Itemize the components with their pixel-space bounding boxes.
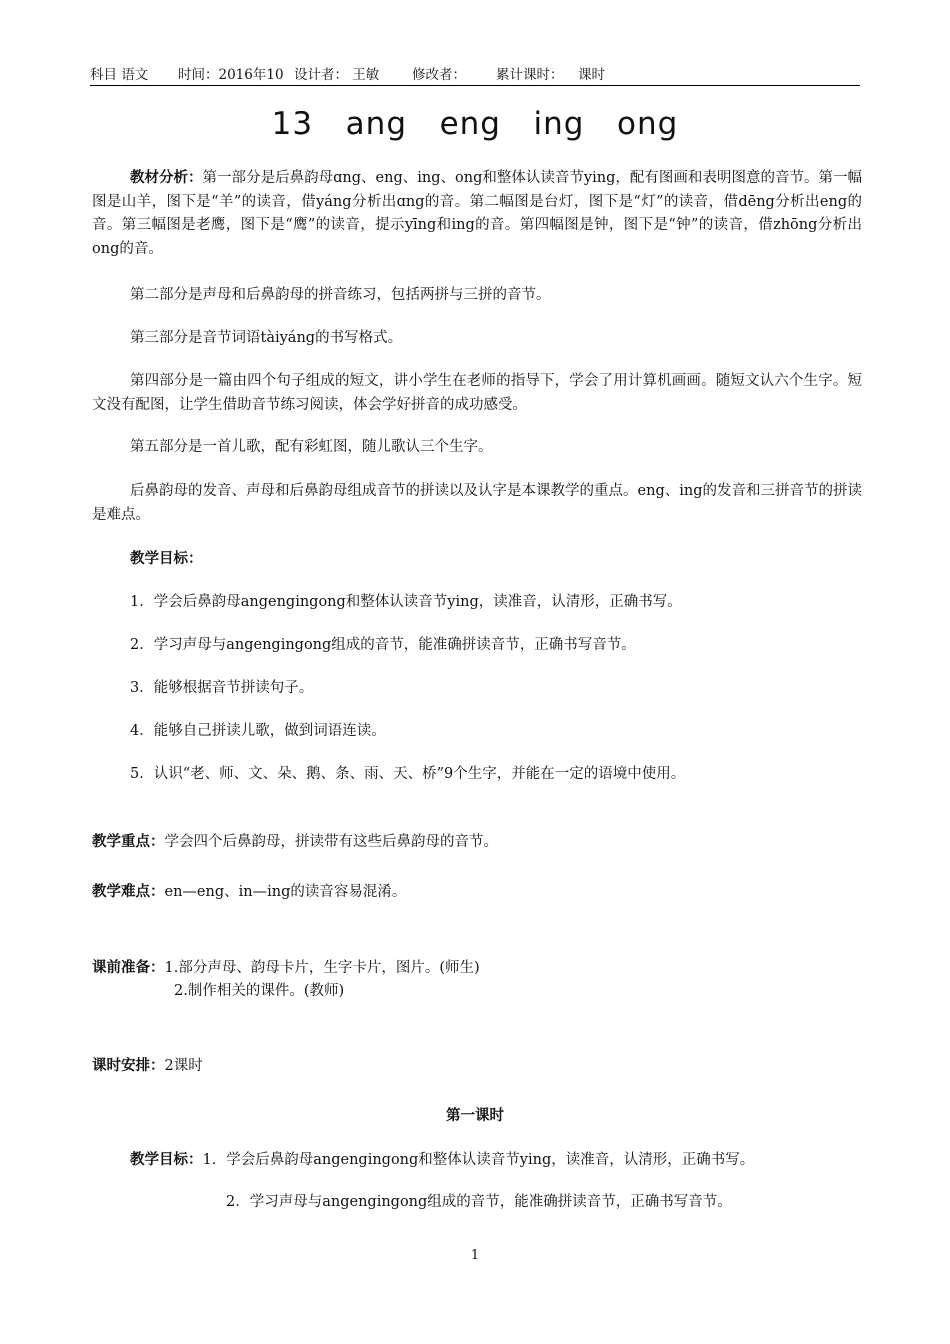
analysis-text-1: 第一部分是后鼻韵母ɑng、eng、ing、ong和整体认读音节ying，配有图画和表明图意的音节。第一幅图是山羊，图下是“羊”的读音，借yáng分析出ɑng的音。第二幅图是台灯，图下是“灯”的读音，借dēng分析出eng的音。第三幅图是老鹰，图下是“鹰”的读音，提示yīng和ing的音。第四幅图是钟，图下是“钟”的读音，借zhōng分析出ong的音。 xyxy=(92,170,862,257)
goal-item-3: 3．能够根据音节拼读句子。 xyxy=(130,680,314,696)
goal-item-2: 2．学习声母与angengingong组成的音节，能准确拼读音节，正确书写音节。 xyxy=(130,637,636,653)
first-lesson-goals xyxy=(130,1148,754,1173)
schedule-text: 2课时 xyxy=(164,1058,203,1074)
header-rule xyxy=(90,85,860,86)
first-lesson-heading: 第一课时 xyxy=(446,1107,504,1124)
goals-label: 教学目标： xyxy=(130,550,203,567)
preparation-label: 课前准备： xyxy=(92,959,165,976)
difficulties-label: 教学难点： xyxy=(92,883,165,900)
analysis-paragraph-3: 第三部分是音节词语tàiyáng的书写格式。 xyxy=(130,330,403,346)
analysis-paragraph-1 xyxy=(92,166,862,261)
page-number: 1 xyxy=(470,1248,480,1263)
goal-item-4: 4．能够自己拼读儿歌，做到词语连读。 xyxy=(130,723,386,739)
difficulties xyxy=(92,880,406,905)
schedule-label: 课时安排： xyxy=(92,1057,165,1074)
difficulties-text: en—eng、in—ing的读音容易混淆。 xyxy=(164,884,407,900)
header-time: 时间：2016年10 xyxy=(178,67,284,83)
analysis-paragraph-5: 第五部分是一首儿歌，配有彩虹图，随儿歌认三个生字。 xyxy=(130,439,493,455)
analysis-paragraph-6: 后鼻韵母的发音、声母和后鼻韵母组成音节的拼读以及认字是本课教学的重点。eng、ing的发音和三拼音节的拼读是难点。 xyxy=(92,483,862,523)
document-header xyxy=(90,66,860,84)
key-points-text: 学会四个后鼻韵母，拼读带有这些后鼻韵母的音节。 xyxy=(164,834,498,850)
header-modifier: 修改者： xyxy=(412,67,466,83)
header-designer: 设计者： 王敏 xyxy=(294,67,380,83)
key-points-label: 教学重点： xyxy=(92,833,165,850)
analysis-label: 教材分析： xyxy=(130,169,203,186)
preparation-line-2: 2.制作相关的课件。(教师) xyxy=(174,983,345,999)
first-lesson-goals-label: 教学目标： xyxy=(130,1151,203,1168)
goal-item-1: 1．学会后鼻韵母angengingong和整体认读音节ying，读准音，认清形，正确书写。 xyxy=(130,594,682,610)
preparation-line-1: 1.部分声母、韵母卡片，生字卡片，图片。(师生) xyxy=(164,960,480,976)
schedule xyxy=(92,1054,203,1079)
analysis-paragraph-2: 第二部分是声母和后鼻韵母的拼音练习，包括两拼与三拼的音节。 xyxy=(130,287,551,303)
analysis-paragraph-4: 第四部分是一篇由四个句子组成的短文，讲小学生在老师的指导下，学会了用计算机画画。随短文认六个生字。短文没有配图，让学生借助音节练习阅读，体会学好拼音的成功感受。 xyxy=(92,373,862,413)
header-hours: 课时 xyxy=(578,67,605,83)
goal-item-5: 5．认识“老、师、文、朵、鹅、条、雨、天、桥”9个生字，并能在一定的语境中使用。 xyxy=(130,766,686,782)
page-title: 13 ang eng ing ong xyxy=(271,106,679,142)
first-lesson-goal-2: 2．学习声母与angengingong组成的音节，能准确拼读音节，正确书写音节。 xyxy=(226,1194,732,1210)
key-points xyxy=(92,830,498,855)
first-lesson-goal-1: 1．学会后鼻韵母angengingong和整体认读音节ying，读准音，认清形，正确书写。 xyxy=(202,1152,755,1168)
header-subject: 科目 语文 xyxy=(90,67,149,83)
preparation xyxy=(92,956,480,981)
header-cumulative: 累计课时： xyxy=(496,67,564,83)
